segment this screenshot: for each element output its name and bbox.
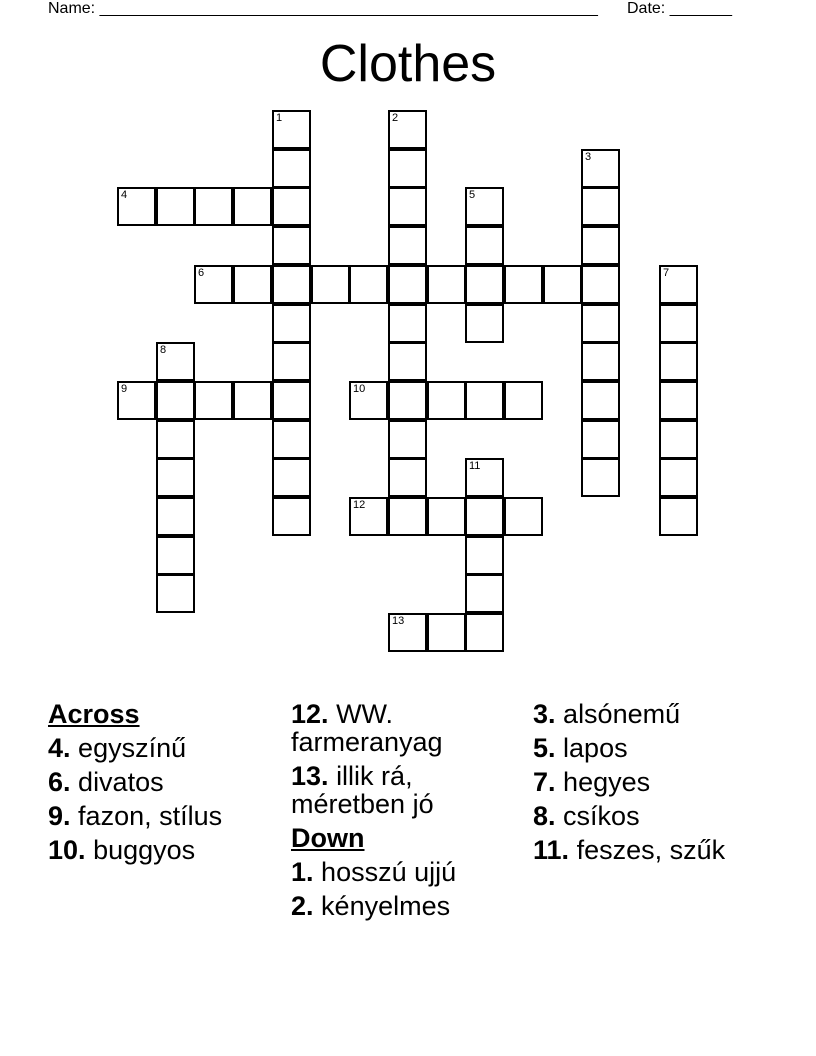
clue-number-label: 10 xyxy=(353,383,366,395)
clue-number-label: 8 xyxy=(160,344,167,356)
clue-text: hegyes xyxy=(563,767,651,797)
grid-cell[interactable] xyxy=(272,381,311,420)
grid-cell[interactable] xyxy=(581,149,620,188)
grid-cell[interactable] xyxy=(427,497,466,536)
clue-number-label: 9 xyxy=(121,383,128,395)
clue-number: 2. xyxy=(291,891,314,921)
grid-cell[interactable] xyxy=(504,381,543,420)
grid-cell[interactable] xyxy=(388,265,427,304)
grid-cell[interactable] xyxy=(581,187,620,226)
clue-item xyxy=(533,802,763,830)
grid-cell[interactable] xyxy=(156,458,195,497)
grid-cell[interactable] xyxy=(659,458,698,497)
grid-cell[interactable] xyxy=(504,497,543,536)
clue-number-label: 5 xyxy=(469,189,476,201)
grid-cell[interactable] xyxy=(272,226,311,265)
name-field-label: Name: ________________________________________________________ xyxy=(48,0,598,17)
clue-text: csíkos xyxy=(563,801,640,831)
grid-cell[interactable] xyxy=(388,110,427,149)
clue-item xyxy=(48,768,278,796)
clue-number-label: 12 xyxy=(353,499,366,511)
clue-column-1 xyxy=(48,700,278,870)
clue-number-label: 11 xyxy=(469,460,481,472)
grid-cell[interactable] xyxy=(659,497,698,536)
clue-number: 6. xyxy=(48,767,71,797)
clue-number-label: 3 xyxy=(585,151,592,163)
grid-cell[interactable] xyxy=(388,613,427,652)
clue-text: alsónemű xyxy=(563,699,681,729)
grid-cell[interactable] xyxy=(465,458,504,497)
clue-item xyxy=(291,700,521,756)
grid-cell[interactable] xyxy=(465,226,504,265)
grid-cell[interactable] xyxy=(349,265,388,304)
grid-cell[interactable] xyxy=(194,265,233,304)
grid-cell[interactable] xyxy=(388,149,427,188)
grid-cell[interactable] xyxy=(581,420,620,459)
clue-number: 5. xyxy=(533,733,556,763)
clue-number-label: 13 xyxy=(392,615,405,627)
grid-cell[interactable] xyxy=(465,497,504,536)
grid-cell[interactable] xyxy=(388,226,427,265)
clue-number: 1. xyxy=(291,857,314,887)
clue-text: egyszínű xyxy=(78,733,187,763)
clue-number: 10. xyxy=(48,835,86,865)
grid-cell[interactable] xyxy=(465,613,504,652)
grid-cell[interactable] xyxy=(156,574,195,613)
clue-text: fazon, stílus xyxy=(78,801,223,831)
date-field-label: Date: _______ xyxy=(627,0,732,17)
grid-cell[interactable] xyxy=(388,381,427,420)
clue-item xyxy=(291,762,521,818)
grid-cell[interactable] xyxy=(388,342,427,381)
clue-number: 8. xyxy=(533,801,556,831)
clue-number-label: 2 xyxy=(392,112,399,124)
grid-cell[interactable] xyxy=(581,342,620,381)
grid-cell[interactable] xyxy=(311,265,350,304)
clue-number: 7. xyxy=(533,767,556,797)
clue-number-label: 7 xyxy=(663,267,670,279)
grid-cell[interactable] xyxy=(156,187,195,226)
clue-item xyxy=(291,858,521,886)
grid-cell[interactable] xyxy=(465,304,504,343)
clue-number: 9. xyxy=(48,801,71,831)
clue-number: 11. xyxy=(533,835,570,865)
grid-cell[interactable] xyxy=(349,381,388,420)
clue-number-label: 6 xyxy=(198,267,205,279)
grid-cell[interactable] xyxy=(504,265,543,304)
clue-item xyxy=(48,836,278,864)
grid-cell[interactable] xyxy=(388,497,427,536)
grid-cell[interactable] xyxy=(194,381,233,420)
clue-item xyxy=(48,734,278,762)
clue-column-2 xyxy=(291,700,521,926)
grid-cell[interactable] xyxy=(272,342,311,381)
grid-cell[interactable] xyxy=(272,110,311,149)
clue-number: 3. xyxy=(533,699,556,729)
clue-text: hosszú ujjú xyxy=(321,857,457,887)
grid-cell[interactable] xyxy=(465,574,504,613)
clue-text: illik rá, méretben jó xyxy=(291,761,434,819)
clue-number-label: 1 xyxy=(276,112,283,124)
clue-item xyxy=(533,768,763,796)
grid-cell[interactable] xyxy=(581,304,620,343)
grid-cell[interactable] xyxy=(156,536,195,575)
grid-cell[interactable] xyxy=(272,458,311,497)
grid-cell[interactable] xyxy=(465,187,504,226)
grid-cell[interactable] xyxy=(272,265,311,304)
grid-cell[interactable] xyxy=(659,420,698,459)
grid-cell[interactable] xyxy=(388,420,427,459)
grid-cell[interactable] xyxy=(349,497,388,536)
grid-cell[interactable] xyxy=(465,265,504,304)
clue-number-label: 4 xyxy=(121,189,128,201)
clue-item xyxy=(48,802,278,830)
grid-cell[interactable] xyxy=(581,458,620,497)
grid-cell[interactable] xyxy=(272,304,311,343)
clue-column-3 xyxy=(533,700,763,870)
grid-cell[interactable] xyxy=(233,187,272,226)
clue-text: lapos xyxy=(563,733,628,763)
grid-cell[interactable] xyxy=(272,149,311,188)
clue-number: 13. xyxy=(291,761,329,791)
clue-number: 12. xyxy=(291,699,329,729)
grid-cell[interactable] xyxy=(581,226,620,265)
grid-cell[interactable] xyxy=(156,420,195,459)
grid-cell[interactable] xyxy=(465,381,504,420)
clue-text: kényelmes xyxy=(321,891,451,921)
grid-cell[interactable] xyxy=(659,265,698,304)
grid-cell[interactable] xyxy=(233,265,272,304)
clue-item xyxy=(533,700,763,728)
clue-item xyxy=(291,892,521,920)
clue-item xyxy=(533,734,763,762)
grid-cell[interactable] xyxy=(194,187,233,226)
clue-text: buggyos xyxy=(93,835,196,865)
grid-cell[interactable] xyxy=(543,265,582,304)
grid-cell[interactable] xyxy=(581,381,620,420)
grid-cell[interactable] xyxy=(388,187,427,226)
grid-cell[interactable] xyxy=(427,613,466,652)
grid-cell[interactable] xyxy=(117,187,156,226)
grid-cell[interactable] xyxy=(233,381,272,420)
grid-cell[interactable] xyxy=(156,342,195,381)
grid-cell[interactable] xyxy=(272,187,311,226)
grid-cell[interactable] xyxy=(156,497,195,536)
across-heading: Across xyxy=(48,699,140,729)
grid-cell[interactable] xyxy=(465,536,504,575)
grid-cell[interactable] xyxy=(388,304,427,343)
clue-item xyxy=(533,836,763,864)
grid-cell[interactable] xyxy=(388,458,427,497)
grid-cell[interactable] xyxy=(659,304,698,343)
grid-cell[interactable] xyxy=(581,265,620,304)
grid-cell[interactable] xyxy=(117,381,156,420)
grid-cell[interactable] xyxy=(427,265,466,304)
clue-text: divatos xyxy=(78,767,164,797)
grid-cell[interactable] xyxy=(272,420,311,459)
clue-text: WW. farmeranyag xyxy=(291,699,443,757)
grid-cell[interactable] xyxy=(659,381,698,420)
puzzle-title: Clothes xyxy=(319,35,497,93)
clue-number: 4. xyxy=(48,733,71,763)
grid-cell[interactable] xyxy=(272,497,311,536)
clue-text: feszes, szűk xyxy=(576,835,726,865)
grid-cell[interactable] xyxy=(427,381,466,420)
down-heading: Down xyxy=(291,823,365,853)
grid-cell[interactable] xyxy=(659,342,698,381)
grid-cell[interactable] xyxy=(156,381,195,420)
